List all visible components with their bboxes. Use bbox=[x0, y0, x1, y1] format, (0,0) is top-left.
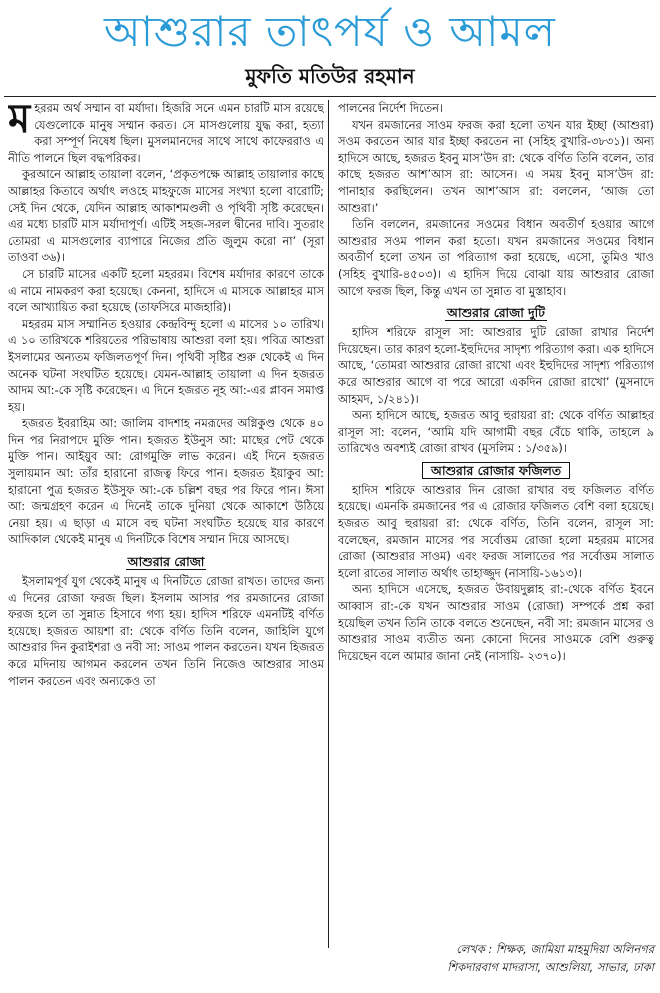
right-column bbox=[338, 100, 654, 970]
paragraph: পালনের নির্দেশ দিতেন। bbox=[338, 101, 444, 115]
author-byline bbox=[338, 940, 654, 976]
paragraph: যখন রমজানের সাওম ফরজ করা হলো তখন যার ইচ্ছা (আশুরা) সওম করতেন আর যার ইচ্ছা করতেন না (সহিহ বুখারি-৩৮৩১)। অন্য হাদিসে আছে, হজরত ইবনু মাস’উদ রা: থেকে বর্ণিত তিনি বলেন, তার কাছে হজরত আশ’আস রা: আসেন। এ সময় ইবনু মাস’উদ রা: পানাহার করছিলেন। তখন আশ’আস রা: বললেন, ‘আজ তো আশুরা।’ bbox=[338, 117, 654, 215]
drop-cap: ম bbox=[8, 100, 31, 142]
section-heading bbox=[8, 552, 324, 571]
author-name: মুফতি মতিউর রহমান bbox=[245, 64, 415, 88]
section-heading-text: আশুরার রোজার ফজিলত bbox=[422, 462, 570, 479]
paragraph: মহররম মাস সম্মানিত হওয়ার কেন্দ্রবিন্দু হলো এ মাসের ১০ তারিখ। এ ১০ তারিখকে শরিয়তের পরিভাষায় আশুরা বলা হয়। পবিত্র আশুরা ইসলামের অন্যতম ফজিলতপূর্ণ দিন। পৃথিবী সৃষ্টির শুরু থেকেই এ দিন অনেক ঘটনা সংঘটিত হয়েছে। যেমন-আল্লাহ তায়ালা এ দিন হজরত আদম আ:-কে সৃষ্টি করেছেন। এ দিনে হজরত নূহ আ:-এর প্লাবন সমাপ্ত হয়। bbox=[8, 316, 324, 414]
paragraph: অন্য হাদিসে এসেছে, হজরত উবায়দুল্লাহ রা:-থেকে বর্ণিত ইবনে আব্বাস রা:-কে যখন আশুরার সাওম (রোজা) সম্পর্কে প্রশ্ন করা হয়েছিল তখন তিনি তাকে বলতে শুনেছেন, নবী সা: রমজান মাসের ও আশুরার সাওম ব্যতীত অন্য কোনো দিনের সাওমকে বেশি গুরুত্ব দিয়েছেন বলে আমার জানা নেই (নাসায়ি- ২৩৭০)। bbox=[338, 582, 654, 663]
section-heading-text: আশুরার রোজা bbox=[127, 554, 205, 570]
byline-line: শিকদারবাগ মাদরাসা, আশুলিয়া, সাভার, ঢাকা bbox=[447, 960, 654, 974]
column-divider bbox=[328, 100, 329, 948]
left-column bbox=[8, 100, 324, 980]
paragraph-text: হররম অর্থ সম্মান বা মর্যাদা। হিজরি সনে এমন চারটি মাস রয়েছে যেগুলোকে মানুষ সম্মান করত। সে মাসগুলোয় যুদ্ধ করা, হত্যা করা সম্পূর্ণ নিষেধ ছিল। মুসলমানদের সাথে সাথে কাফেররাও এ নীতি পালনে ছিল বদ্ধপরিকর। bbox=[8, 101, 324, 165]
paragraph: সে চারটি মাসের একটি হলো মহররম। বিশেষ মর্যাদার কারণে তাকে এ নামে নামকরণ করা হয়েছে। কেননা, হাদিসে এ মাসকে আল্লাহর মাস বলে আখ্যায়িত করা হয়েছে (তাফসিরে মাজহারি)। bbox=[8, 266, 324, 315]
paragraph: হাদিস শরিফে রাসূল সা: আশুরার দুটি রোজা রাখার নির্দেশ দিয়েছেন। তার কারণ হলো-ইহুদিদের সাদৃশ্য পরিত্যাগ করা। এক হাদিসে আছে, ‘তোমরা আশুরার রোজা রাখো এবং ইহুদিদের সাদৃশ্য পরিত্যাগ করে আশুরার আগে বা পরে আরো একদিন রোজা রাখো’ (মুসনাদে আহমদ, ১/২৪১)। bbox=[338, 325, 654, 406]
byline-line: লেখক : শিক্ষক, জামিয়া মাহমুদিয়া অলিনগর bbox=[456, 942, 654, 956]
paragraph bbox=[8, 100, 324, 166]
paragraph: কুরআনে আল্লাহ তায়ালা বলেন, ‘প্রকৃতপক্ষে আল্লাহ তায়ালার কাছে আল্লাহর কিতাবে অর্থাৎ লওহে মাহফুজে মাসের সংখ্যা হলো বারোটি; সেই দিন থেকে, যেদিন আল্লাহ আকাশমণ্ডলী ও পৃথিবী সৃষ্টি করেছেন। এর মধ্যে চারটি মাস মর্যাদাপূর্ণ। এটিই সহজ-সরল দ্বীনের দাবি। সুতরাং তোমরা এ মাসগুলোর ব্যাপারে নিজের প্রতি জুলুম করো না’ (সূরা তাওবা ৩৬)। bbox=[8, 167, 324, 265]
paragraph: তিনি বললেন, রমজানের সওমের বিধান অবতীর্ণ হওয়ার আগে আশুরার সওম পালন করা হতো। যখন রমজানের সওমের বিধান অবতীর্ণ হলো তখন তা পরিত্যাগ করা হয়েছে, এসো, তুমিও খাও (সহিহ বুখারি-৪৫০৩)। এ হাদিস দিয়ে বোঝা যায় আশুরার রোজা আগে ফরজ ছিল, কিন্তু এখন তা সুন্নাত বা মুস্তাহাব। bbox=[338, 217, 654, 298]
paragraph: হাদিস শরিফে আশুরার দিন রোজা রাখার বহু ফজিলত বর্ণিত হয়েছে। এমনকি রমজানের পর এ রোজার ফজিলত বেশি বলা হয়েছে। হজরত আবু হুরায়রা রা: থেকে বর্ণিত, তিনি বলেন, রাসূল সা: বলেছেন, রমজান মাসের পর সর্বোত্তম রোজা হলো মহররম মাসের রোজা (আশুরার সাওম) এবং ফরজ সালাতের পর সর্বোত্তম সালাত হলো রাতের সালাত অর্থাৎ তাহাজ্জুদ (নাসায়ি-১৬১৩)। bbox=[338, 482, 654, 580]
header-divider bbox=[4, 96, 656, 97]
paragraph: ইসলামপূর্ব যুগ থেকেই মানুষ এ দিনটিতে রোজা রাখত। তাদের জন্য এ দিনের রোজা ফরজ ছিল। ইসলাম আসার পর রমজানের রোজা ফরজ হলে তা সুন্নাত হিসাবে গণ্য হয়। হাদিস শরিফে এমনটিই বর্ণিত হয়েছে। হজরত আয়শা রা: থেকে বর্ণিত তিনি বলেন, জাহিলি যুগে আশুরার দিন কুরাইশরা ও নবী সা: সাওম পালন করতেন। যখন হিজরত করে মদিনায় আগমন করলেন তখন তিনি নিজেও আশুরার সাওম পালন করতেন এবং অন্যকেও তা bbox=[8, 574, 324, 688]
paragraph: অন্য হাদিসে আছে, হজরত আবু হুরায়রা রা: থেকে বর্ণিত আল্লাহর রাসূল সা: বলেন, ‘আমি যদি আগামী বছর বেঁচে থাকি, তাহলে ৯ তারিখেও অবশ্যই রোজা রাখব (মুসলিম : ১/৩৫৯)। bbox=[338, 408, 654, 456]
paragraph: হজরত ইবরাহিম আ: জালিম বাদশাহ নমরূদের অগ্নিকুণ্ড থেকে ৪০ দিন পর নিরাপদে মুক্তি পান। হজরত ইউনুস আ: মাছের পেট থেকে মুক্তি পান। আইয়ুব আ: রোগমুক্তি লাভ করেন। এই দিনে হজরত সুলায়মান আ: তাঁর হারানো রাজত্ব ফিরে পান। হজরত ইয়াকুব আ: হারানো পুত্র হজরত ইউসুফ আ:-কে চল্লিশ বছর পর ফিরে পান। ঈসা আ: জন্মগ্রহণ করেন এ দিনেই তাকে দুনিয়া থেকে আকাশে উঠিয়ে নেয়া হয়। এ ছাড়া এ মাসে বহু ঘটনা সংঘটিত হয়েছে যার কারণে আদিকাল থেকেই মানুষ এ দিনটিকে বিশেষ সম্মান দিয়ে আসছে। bbox=[8, 416, 324, 547]
section-heading-text: আশুরার রোজা দুটি bbox=[447, 305, 545, 321]
article-title: আশুরার তাৎপর্য ও আমল bbox=[104, 7, 556, 56]
section-heading bbox=[338, 303, 654, 322]
section-heading bbox=[338, 461, 654, 480]
